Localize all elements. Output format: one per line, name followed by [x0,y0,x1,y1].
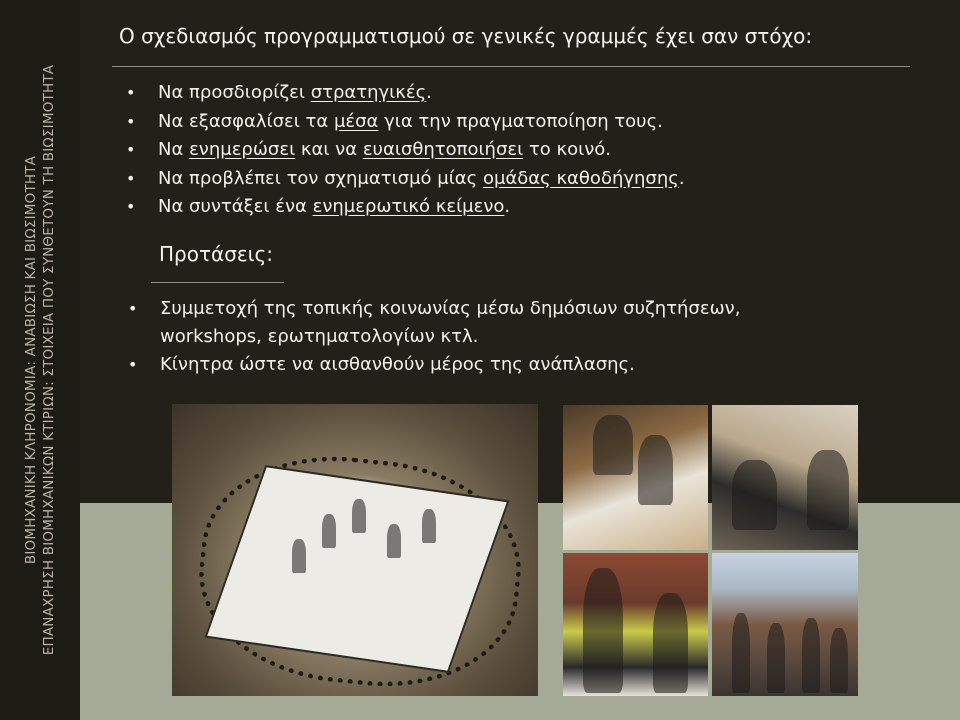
vertical-title-line-1: ΒΙΟΜΗΧΑΝΙΚΗ ΚΛΗΡΟΝΟΜΙΑ: ΑΝΑΒΙΩΣΗ ΚΑΙ ΒΙΩΣΙΜΟΤΗΤΑ [23,155,39,565]
list-item: • Να προβλέπει τον σχηματισμό μίας ομάδας καθοδήγησης. [124,165,685,194]
list-item: • Να συντάξει ένα ενημερωτικό κείμενο. [124,193,685,222]
list-item: • Να ενημερώσει και να ευαισθητοποιήσει το κοινό. [124,136,685,165]
list-item: • Συμμετοχή της τοπικής κοινωνίας μέσω δημόσιων συζητήσεων, workshops, ερωτηματολογίων κτλ. [126,295,740,351]
page-title: Ο σχεδιασμός προγραμματισμού σε γενικές γραμμές έχει σαν στόχο: [119,24,813,48]
vertical-title-line-2: ΕΠΑΝΑΧΡΗΣΗ ΒΙΟΜΗΧΑΝΙΚΩΝ ΚΤΙΡΙΩΝ: ΣΤΟΙΧΕΙΑ ΠΟΥ ΣΥΝΘΕΤΟΥΝ ΤΗ ΒΙΩΣΙΜΟΤΗΤΑ [41,64,57,656]
heading-divider [112,66,910,67]
proposals-divider [151,282,284,283]
discussion-photo [712,405,858,550]
street-photo [712,553,858,696]
underlined-term: ευαισθητοποιήσει [362,139,524,160]
proposals-heading: Προτάσεις: [159,242,273,266]
underlined-term: μέσα [333,110,379,132]
list-item: • Να προσδιορίζει στρατηγικές. [124,79,685,108]
planning-photo [563,405,708,550]
underlined-term: ενημερωτικό κείμενο [312,196,505,217]
survey-photo [563,553,708,696]
underlined-term: ενημερώσει [189,139,296,160]
workshop-photo [172,404,538,696]
proposals-list [126,295,740,379]
goals-list [124,79,685,222]
underlined-term: ομάδας καθοδήγησης [482,167,679,189]
underlined-term: στρατηγικές [310,82,427,103]
list-item: • Κίνητρα ώστε να αισθανθούν μέρος της ανάπλασης. [126,351,740,379]
list-item: • Να εξασφαλίσει τα μέσα για την πραγματοποίηση τους. [124,108,685,137]
vertical-title [22,0,58,720]
